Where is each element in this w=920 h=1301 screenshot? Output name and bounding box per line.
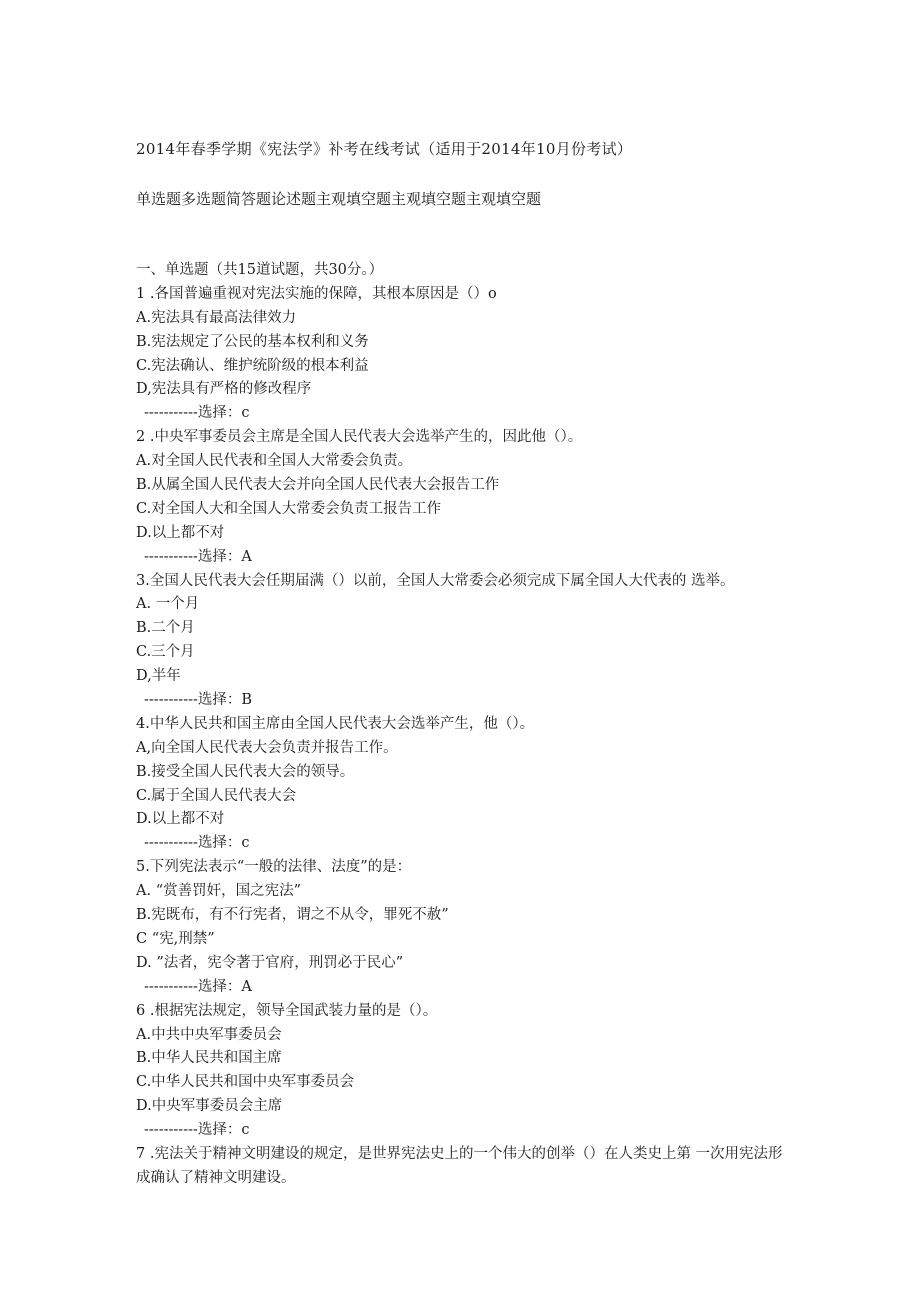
option: D. ”法者，宪令著于官府，刑罚必于民心” <box>136 954 404 971</box>
question-stem: 7 .宪法关于精神文明建设的规定，是世界宪法史上的一个伟大的创举（）在人类史上第 一次用宪法形成确认了精神文明建设。 <box>136 1145 783 1186</box>
option: C.属于全国人民代表大会 <box>136 787 297 804</box>
option: A.宪法具有最高法律效力 <box>136 309 297 326</box>
option: A.对全国人民代表和全国人大常委会负责。 <box>136 453 413 470</box>
option: C.对全国人大和全国人大常委会负责工报告工作 <box>136 500 442 517</box>
option: D.以上都不对 <box>136 811 225 828</box>
answer-line: -----------选择：A <box>144 548 252 565</box>
option: C.宪法确认、维护统阶级的根本利益 <box>136 357 369 374</box>
option: B.二个月 <box>136 620 195 637</box>
answer-line: -----------选择：B <box>144 692 253 709</box>
question-stem: 6 .根据宪法规定，领导全国武装力量的是（）。 <box>136 1002 438 1019</box>
option: A. 一个月 <box>136 596 200 613</box>
option: B.宪法规定了公民的基本权利和义务 <box>136 333 369 350</box>
section-heading: 一、单选题（共15道试题，共30分。） <box>136 262 384 278</box>
question-types-line: 单选题多选题简答题论述题主观填空题主观填空题主观填空题 <box>136 190 542 208</box>
answer-line: -----------选择：c <box>144 405 250 422</box>
option: D,宪法具有严格的修改程序 <box>136 381 312 398</box>
option: C “宪,刑禁” <box>136 930 215 947</box>
question-stem: 2 .中央军事委员会主席是全国人民代表大会选举产生的，因此他（）。 <box>136 429 583 446</box>
answer-line: -----------选择：A <box>144 978 252 995</box>
question-list <box>136 259 796 1191</box>
option: C.三个月 <box>136 644 195 661</box>
option: A. “赏善罚奸，国之宪法” <box>136 883 302 900</box>
answer-line: -----------选择：c <box>144 1122 250 1139</box>
exam-title: 2014年春季学期《宪法学》补考在线考试（适用于2014年10月份考试） <box>136 140 633 158</box>
question-stem: 5.下列宪法表示“一般的法律、法度”的是： <box>136 859 412 876</box>
option: C.中华人民共和国中央军事委员会 <box>136 1074 355 1091</box>
option: B.宪既布，有不行宪者，谓之不从令，罪死不赦” <box>136 907 449 924</box>
answer-line: -----------选择：c <box>144 835 250 852</box>
option: D.以上都不对 <box>136 524 225 541</box>
option: B.中华人民共和国主席 <box>136 1050 282 1067</box>
question-stem: 1 .各国普遍重视对宪法实施的保障，其根本原因是（）o <box>136 285 497 302</box>
option: D,半年 <box>136 668 181 685</box>
option: D.中央军事委员会主席 <box>136 1098 283 1115</box>
question-stem: 4.中华人民共和国主席由全国人民代表大会选举产生，他（）。 <box>136 715 535 732</box>
question-stem: 3.全国人民代表大会任期届满（）以前，全国人大常委会必须完成下属全国人大代表的 选举。 <box>136 572 735 589</box>
option: B.从属全国人民代表大会并向全国人民代表大会报告工作 <box>136 477 500 494</box>
option: B.接受全国人民代表大会的领导。 <box>136 763 355 780</box>
option: A.中共中央军事委员会 <box>136 1026 282 1043</box>
option: A,向全国人民代表大会负责并报告工作。 <box>136 739 398 756</box>
